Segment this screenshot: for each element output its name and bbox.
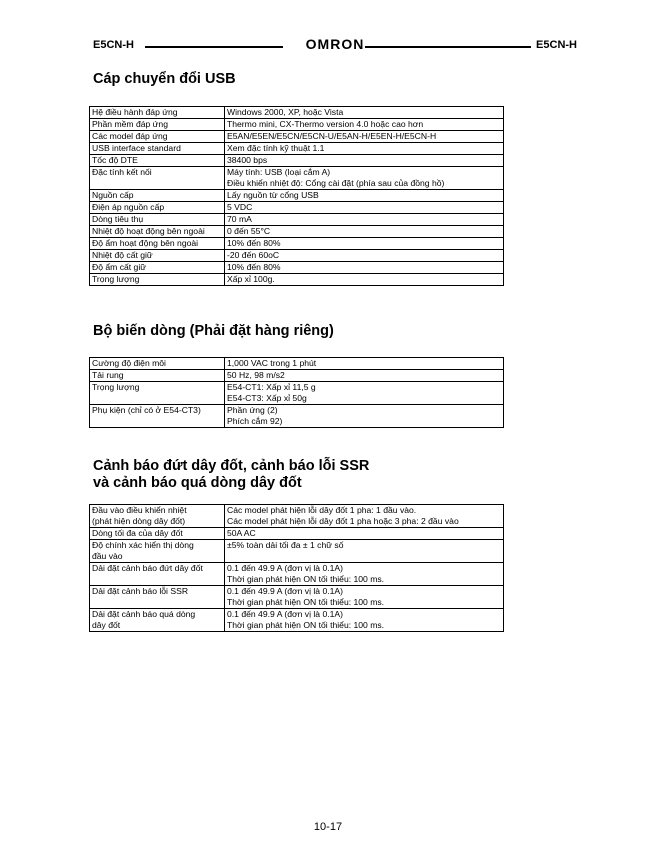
spec-label-cell [90,262,225,274]
table-row [90,609,504,632]
table-row [90,214,504,226]
spec-label-cell [90,609,225,632]
omron-logo: OMRON [305,36,365,52]
spec-label: Nguồn cấp [92,190,134,200]
table-row [90,119,504,131]
spec-label: Phần mềm đáp ứng [92,119,168,129]
spec-label: Phụ kiện (chỉ có ở E54-CT3) [92,405,201,415]
spec-label: Trọng lượng [92,274,140,284]
spec-value: Lấy nguồn từ cổng USB [227,190,319,200]
table-row [90,190,504,202]
table-row [90,505,504,528]
header-rule-right [365,46,531,48]
spec-label: USB interface standard [92,143,181,153]
table-row [90,131,504,143]
ct-spec-table [89,357,504,428]
spec-label: Tải rung [92,370,124,380]
header-model-right: E5CN-H [536,39,577,51]
spec-value-cell [225,540,504,563]
table-row [90,167,504,190]
spec-value: 10% đến 80% [227,238,281,248]
spec-value: E54-CT3: Xấp xỉ 50g [227,393,307,403]
alarm-section-title-line2: và cảnh báo quá dòng dây đốt [93,475,302,491]
spec-label-cell [90,202,225,214]
spec-value-cell [225,202,504,214]
spec-value-cell [225,226,504,238]
spec-value-cell [225,190,504,202]
spec-label: Nhiệt độ hoạt động bên ngoài [92,226,205,236]
spec-label-cell [90,358,225,370]
spec-label: Các model đáp ứng [92,131,168,141]
spec-label: (phát hiện dòng dây đốt) [92,516,186,526]
spec-value: 50 Hz, 98 m/s2 [227,370,285,380]
table-row [90,250,504,262]
spec-value: Phích cắm 92) [227,416,283,426]
spec-label-cell [90,155,225,167]
spec-label: Dải đặt cảnh báo đứt dây đốt [92,563,203,573]
spec-value-cell [225,155,504,167]
spec-value: 0 đến 55°C [227,226,271,236]
spec-value-cell [225,167,504,190]
spec-value: Xấp xỉ 100g. [227,274,275,284]
page-header [93,36,577,56]
spec-label: Độ chính xác hiển thị dòng [92,540,194,550]
spec-label: Đặc tính kết nối [92,167,152,177]
ct-section-title: Bộ biến dòng (Phải đặt hàng riêng) [93,323,334,339]
spec-value-cell [225,274,504,286]
table-row [90,586,504,609]
spec-label: dây đốt [92,620,121,630]
spec-value-cell [225,214,504,226]
spec-label: Dòng tiêu thụ [92,214,144,224]
table-row [90,238,504,250]
spec-value: Các model phát hiện lỗi dây đốt 1 pha: 1 đầu vào. [227,505,417,515]
spec-label-cell [90,563,225,586]
spec-value: 70 mA [227,214,252,224]
table-row [90,358,504,370]
spec-value: Thermo mini, CX-Thermo version 4.0 hoặc cao hơn [227,119,424,129]
spec-label: Cường độ điện môi [92,358,166,368]
usb-section-title: Cáp chuyển đổi USB [93,71,236,87]
table-row [90,540,504,563]
spec-value: Phần ứng (2) [227,405,278,415]
spec-label: Trọng lượng [92,382,140,392]
spec-label-cell [90,167,225,190]
spec-label: Dòng tối đa của dây đốt [92,528,183,538]
spec-label-cell [90,274,225,286]
spec-value: E5AN/E5EN/E5CN/E5CN-U/E5AN-H/E5EN-H/E5CN-H [227,131,437,141]
spec-value: Thời gian phát hiện ON tối thiểu: 100 ms. [227,574,385,584]
spec-label-cell [90,540,225,563]
header-model-left: E5CN-H [93,39,134,51]
spec-label-cell [90,586,225,609]
spec-value: 10% đến 80% [227,262,281,272]
spec-value: 1,000 VAC trong 1 phút [227,358,317,368]
spec-value: E54-CT1: Xấp xỉ 11,5 g [227,382,316,392]
spec-value: Xem đặc tính kỹ thuật 1.1 [227,143,325,153]
spec-label-cell [90,370,225,382]
spec-value-cell [225,370,504,382]
table-row [90,370,504,382]
spec-value: Windows 2000, XP, hoặc Vista [227,107,344,117]
spec-value: ±5% toàn dải tối đa ± 1 chữ số [227,540,344,550]
spec-value: Điều khiển nhiệt độ: Cổng cài đặt (phía sau của đồng hồ) [227,178,445,188]
spec-label: Hệ điều hành đáp ứng [92,107,178,117]
table-row [90,155,504,167]
spec-label: Dải đặt cảnh báo quá dòng [92,609,196,619]
spec-value: 50A AC [227,528,256,538]
spec-label: Tốc độ DTE [92,155,138,165]
spec-value-cell [225,358,504,370]
spec-value-cell [225,238,504,250]
spec-value: Thời gian phát hiện ON tối thiểu: 100 ms. [227,620,385,630]
spec-label: Nhiệt độ cất giữ [92,250,153,260]
spec-value-cell [225,143,504,155]
spec-value: 5 VDC [227,202,253,212]
spec-value-cell [225,528,504,540]
spec-label-cell [90,382,225,405]
spec-label: Đầu vào điều khiển nhiệt [92,505,187,515]
spec-label-cell [90,131,225,143]
alarm-spec-table [89,504,504,632]
spec-value: 0.1 đến 49.9 A (đơn vị là 0.1A) [227,586,343,596]
spec-value-cell [225,107,504,119]
spec-value-cell [225,131,504,143]
spec-label-cell [90,190,225,202]
spec-label-cell [90,528,225,540]
spec-value-cell [225,609,504,632]
table-row [90,262,504,274]
spec-value-cell [225,505,504,528]
spec-value: 38400 bps [227,155,268,165]
spec-label-cell [90,226,225,238]
spec-value-cell [225,563,504,586]
spec-value: Các model phát hiện lỗi dây đốt 1 pha hoặc 3 pha: 2 đầu vào [227,516,459,526]
spec-label-cell [90,238,225,250]
spec-label: đầu vào [92,551,123,561]
table-row [90,107,504,119]
spec-label: Dải đặt cảnh báo lỗi SSR [92,586,189,596]
table-row [90,274,504,286]
table-row [90,405,504,428]
spec-value-cell [225,119,504,131]
table-row [90,202,504,214]
page-number: 10-17 [313,821,343,833]
header-rule-left [145,46,283,48]
spec-label: Độ ẩm cất giữ [92,262,146,272]
table-row [90,226,504,238]
table-row [90,143,504,155]
spec-label-cell [90,107,225,119]
spec-value-cell [225,405,504,428]
spec-label: Điện áp nguồn cấp [92,202,165,212]
spec-label: Độ ẩm hoạt động bên ngoài [92,238,199,248]
spec-value: 0.1 đến 49.9 A (đơn vị là 0.1A) [227,563,343,573]
spec-value-cell [225,382,504,405]
spec-label-cell [90,143,225,155]
spec-label-cell [90,119,225,131]
table-row [90,528,504,540]
spec-value-cell [225,262,504,274]
spec-value-cell [225,586,504,609]
spec-value: -20 đến 60oC [227,250,280,260]
spec-label-cell [90,214,225,226]
usb-spec-table [89,106,504,286]
table-row [90,382,504,405]
spec-value-cell [225,250,504,262]
spec-label-cell [90,405,225,428]
spec-label-cell [90,250,225,262]
spec-value: Thời gian phát hiện ON tối thiểu: 100 ms. [227,597,385,607]
spec-value: 0.1 đến 49.9 A (đơn vị là 0.1A) [227,609,343,619]
spec-label-cell [90,505,225,528]
spec-value: Máy tính: USB (loại cắm A) [227,167,331,177]
alarm-section-title-line1: Cảnh báo đứt dây đốt, cảnh báo lỗi SSR [93,458,370,474]
table-row [90,563,504,586]
